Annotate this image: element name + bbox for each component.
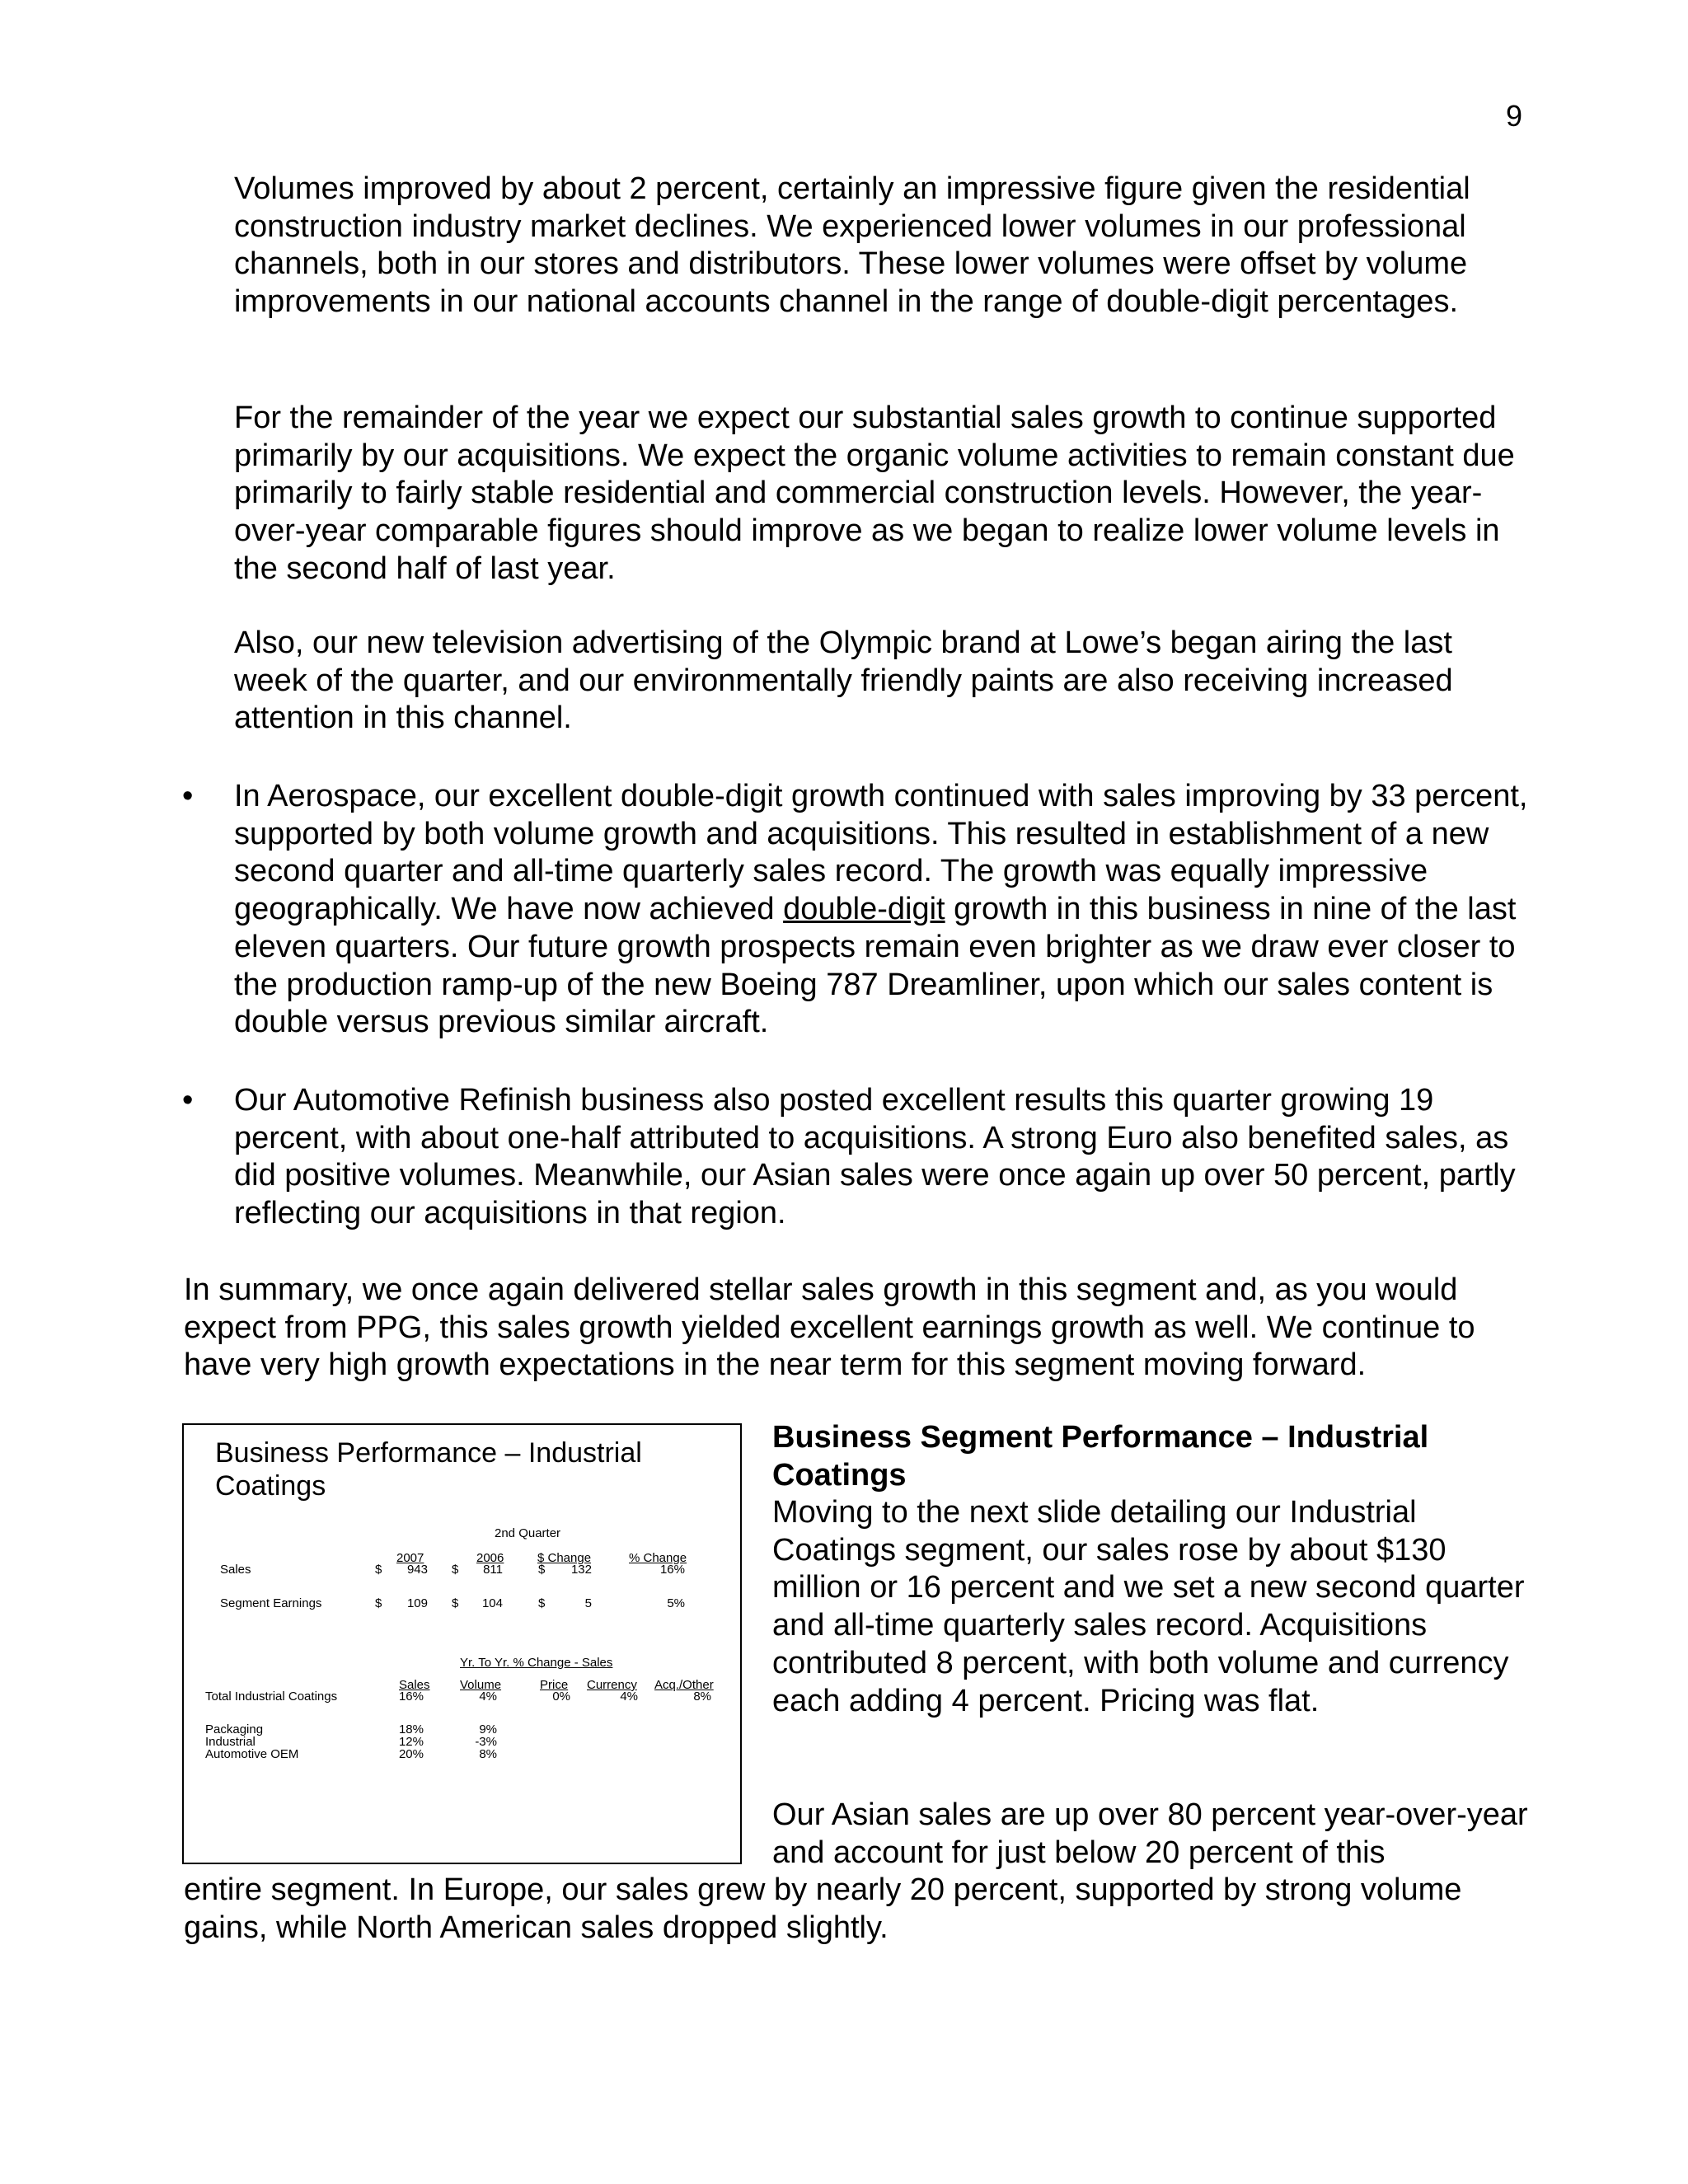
col-yoy-volume: Volume [460, 1678, 502, 1692]
sales-change: 132 [570, 1563, 592, 1577]
col-2007: 2007 [396, 1551, 424, 1565]
industrial-volume: -3% [475, 1735, 497, 1749]
total-currency: 4% [620, 1690, 638, 1704]
bullet-marker: • [182, 1083, 194, 1118]
summary-paragraph: In summary, we once again delivered stellar sales growth in this segment and, as you would expect from PPG, this sales growth yielded excellent earnings growth as well. We continue to have very high growth expectations in the near term for this segment moving forward. [184, 1272, 1475, 1383]
earnings-pct: 5% [667, 1596, 685, 1610]
col-2006: 2006 [476, 1551, 504, 1565]
paragraph-olympic: Also, our new television advertising of the Olympic brand at Lowe’s began airing the last week of the quarter, and our environmentally friendly paints are also receiving increased attention in this channel. [234, 626, 1453, 736]
industrial-sales: 12% [398, 1735, 424, 1749]
sales-2007: 943 [406, 1563, 428, 1577]
total-acq: 8% [693, 1690, 711, 1704]
sales-pct: 16% [659, 1563, 685, 1577]
total-price: 0% [552, 1690, 570, 1704]
col-yoy-acq: Acq./Other [654, 1678, 714, 1692]
earnings-2006: 104 [481, 1596, 503, 1610]
bullet-refinish: Our Automotive Refinish business also posted excellent results this quarter growing 19 percent, with about one-half attributed to acquisitions. A strong Euro also benefited sales, as did positive volumes. Meanwhile, our Asian sales were once again up over 50 percent, partly reflecting our acquisitions in that region. [234, 1083, 1516, 1231]
packaging-volume: 9% [479, 1722, 497, 1736]
segment-paragraph-2: Our Asian sales are up over 80 percent year-over-year and account for just below 20 percent of this [772, 1797, 1528, 1870]
dollar-sign: $ [538, 1596, 546, 1610]
col-dollar-change: $ Change [537, 1551, 592, 1565]
total-volume: 4% [479, 1690, 497, 1704]
total-sales: 16% [398, 1690, 424, 1704]
row-label-segment-earnings: Segment Earnings [220, 1596, 322, 1610]
slide-business-performance [182, 1423, 742, 1864]
dollar-sign: $ [452, 1563, 459, 1577]
row-label-total-industrial-coatings: Total Industrial Coatings [205, 1690, 338, 1704]
packaging-sales: 18% [398, 1722, 424, 1736]
segment-heading: Business Segment Performance – Industrial Coatings [772, 1420, 1429, 1493]
automotive-oem-sales: 20% [398, 1747, 424, 1761]
bullet-aerospace-text-before: In Aerospace, our excellent double-digit growth continued with sales improving by 33 percent, supported by both volume growth and acquisitions. This resulted in establishment of a new second quarter and all-time quarterly sales record. The growth was equally impressive geographically. We have now achieved [234, 779, 1528, 927]
automotive-oem-volume: 8% [479, 1747, 497, 1761]
segment-paragraph-1: Moving to the next slide detailing our Industrial Coatings segment, our sales rose by about $130 million or 16 percent and we set a new second quarter and all-time quarterly sales record. Acquisitions contributed 8 percent, with both volume and currency each adding 4 percent. Pricing was flat. [772, 1495, 1525, 1718]
col-yoy-sales: Sales [399, 1678, 430, 1692]
dollar-sign: $ [538, 1563, 546, 1577]
bullet-aerospace [234, 778, 1528, 1042]
row-label-industrial: Industrial [205, 1735, 256, 1749]
underlined-double-digit: double-digit [783, 892, 945, 927]
row-label-automotive-oem: Automotive OEM [205, 1747, 299, 1761]
page-number: 9 [1505, 99, 1522, 133]
paragraph-volumes: Volumes improved by about 2 percent, certainly an impressive figure given the residential construction industry market declines. We experienced lower volumes in our professional channels, both in our stores and distributors. These lower volumes were offset by volume improvements in our national accounts channel in the range of double-digit percentages. [234, 171, 1470, 320]
slide-title: Business Performance – Industrial Coatings [215, 1437, 642, 1502]
slide-quarter-header: 2nd Quarter [495, 1526, 561, 1540]
dollar-sign: $ [375, 1563, 382, 1577]
row-label-sales: Sales [220, 1563, 251, 1577]
slide-yoy-header: Yr. To Yr. % Change - Sales [460, 1656, 613, 1670]
row-label-packaging: Packaging [205, 1722, 264, 1736]
bullet-marker: • [182, 779, 194, 813]
segment-paragraph-continued: entire segment. In Europe, our sales grew by nearly 20 percent, supported by strong volume gains, while North American sales dropped slightly. [184, 1872, 1462, 1945]
dollar-sign: $ [452, 1596, 459, 1610]
earnings-2007: 109 [406, 1596, 428, 1610]
col-pct-change: % Change [629, 1551, 687, 1565]
earnings-change: 5 [584, 1596, 592, 1610]
dollar-sign: $ [375, 1596, 382, 1610]
paragraph-remainder: For the remainder of the year we expect our substantial sales growth to continue supported primarily by our acquisitions. We expect the organic volume activities to remain constant due primarily to fairly stable residential and commercial construction levels. However, the year-over-year comparable figures should improve as we began to realize lower volume levels in the second half of last year. [234, 401, 1515, 586]
sales-2006: 811 [483, 1563, 503, 1577]
col-yoy-currency: Currency [587, 1678, 637, 1692]
col-yoy-price: Price [540, 1678, 569, 1692]
bullet-aerospace-text-after: growth in this business in nine of the last eleven quarters. Our future growth prospects remain even brighter as we draw ever closer to the production ramp-up of the new Boeing 787 Dreamliner, upon which our sales content is double versus previous similar aircraft. [234, 892, 1517, 1040]
